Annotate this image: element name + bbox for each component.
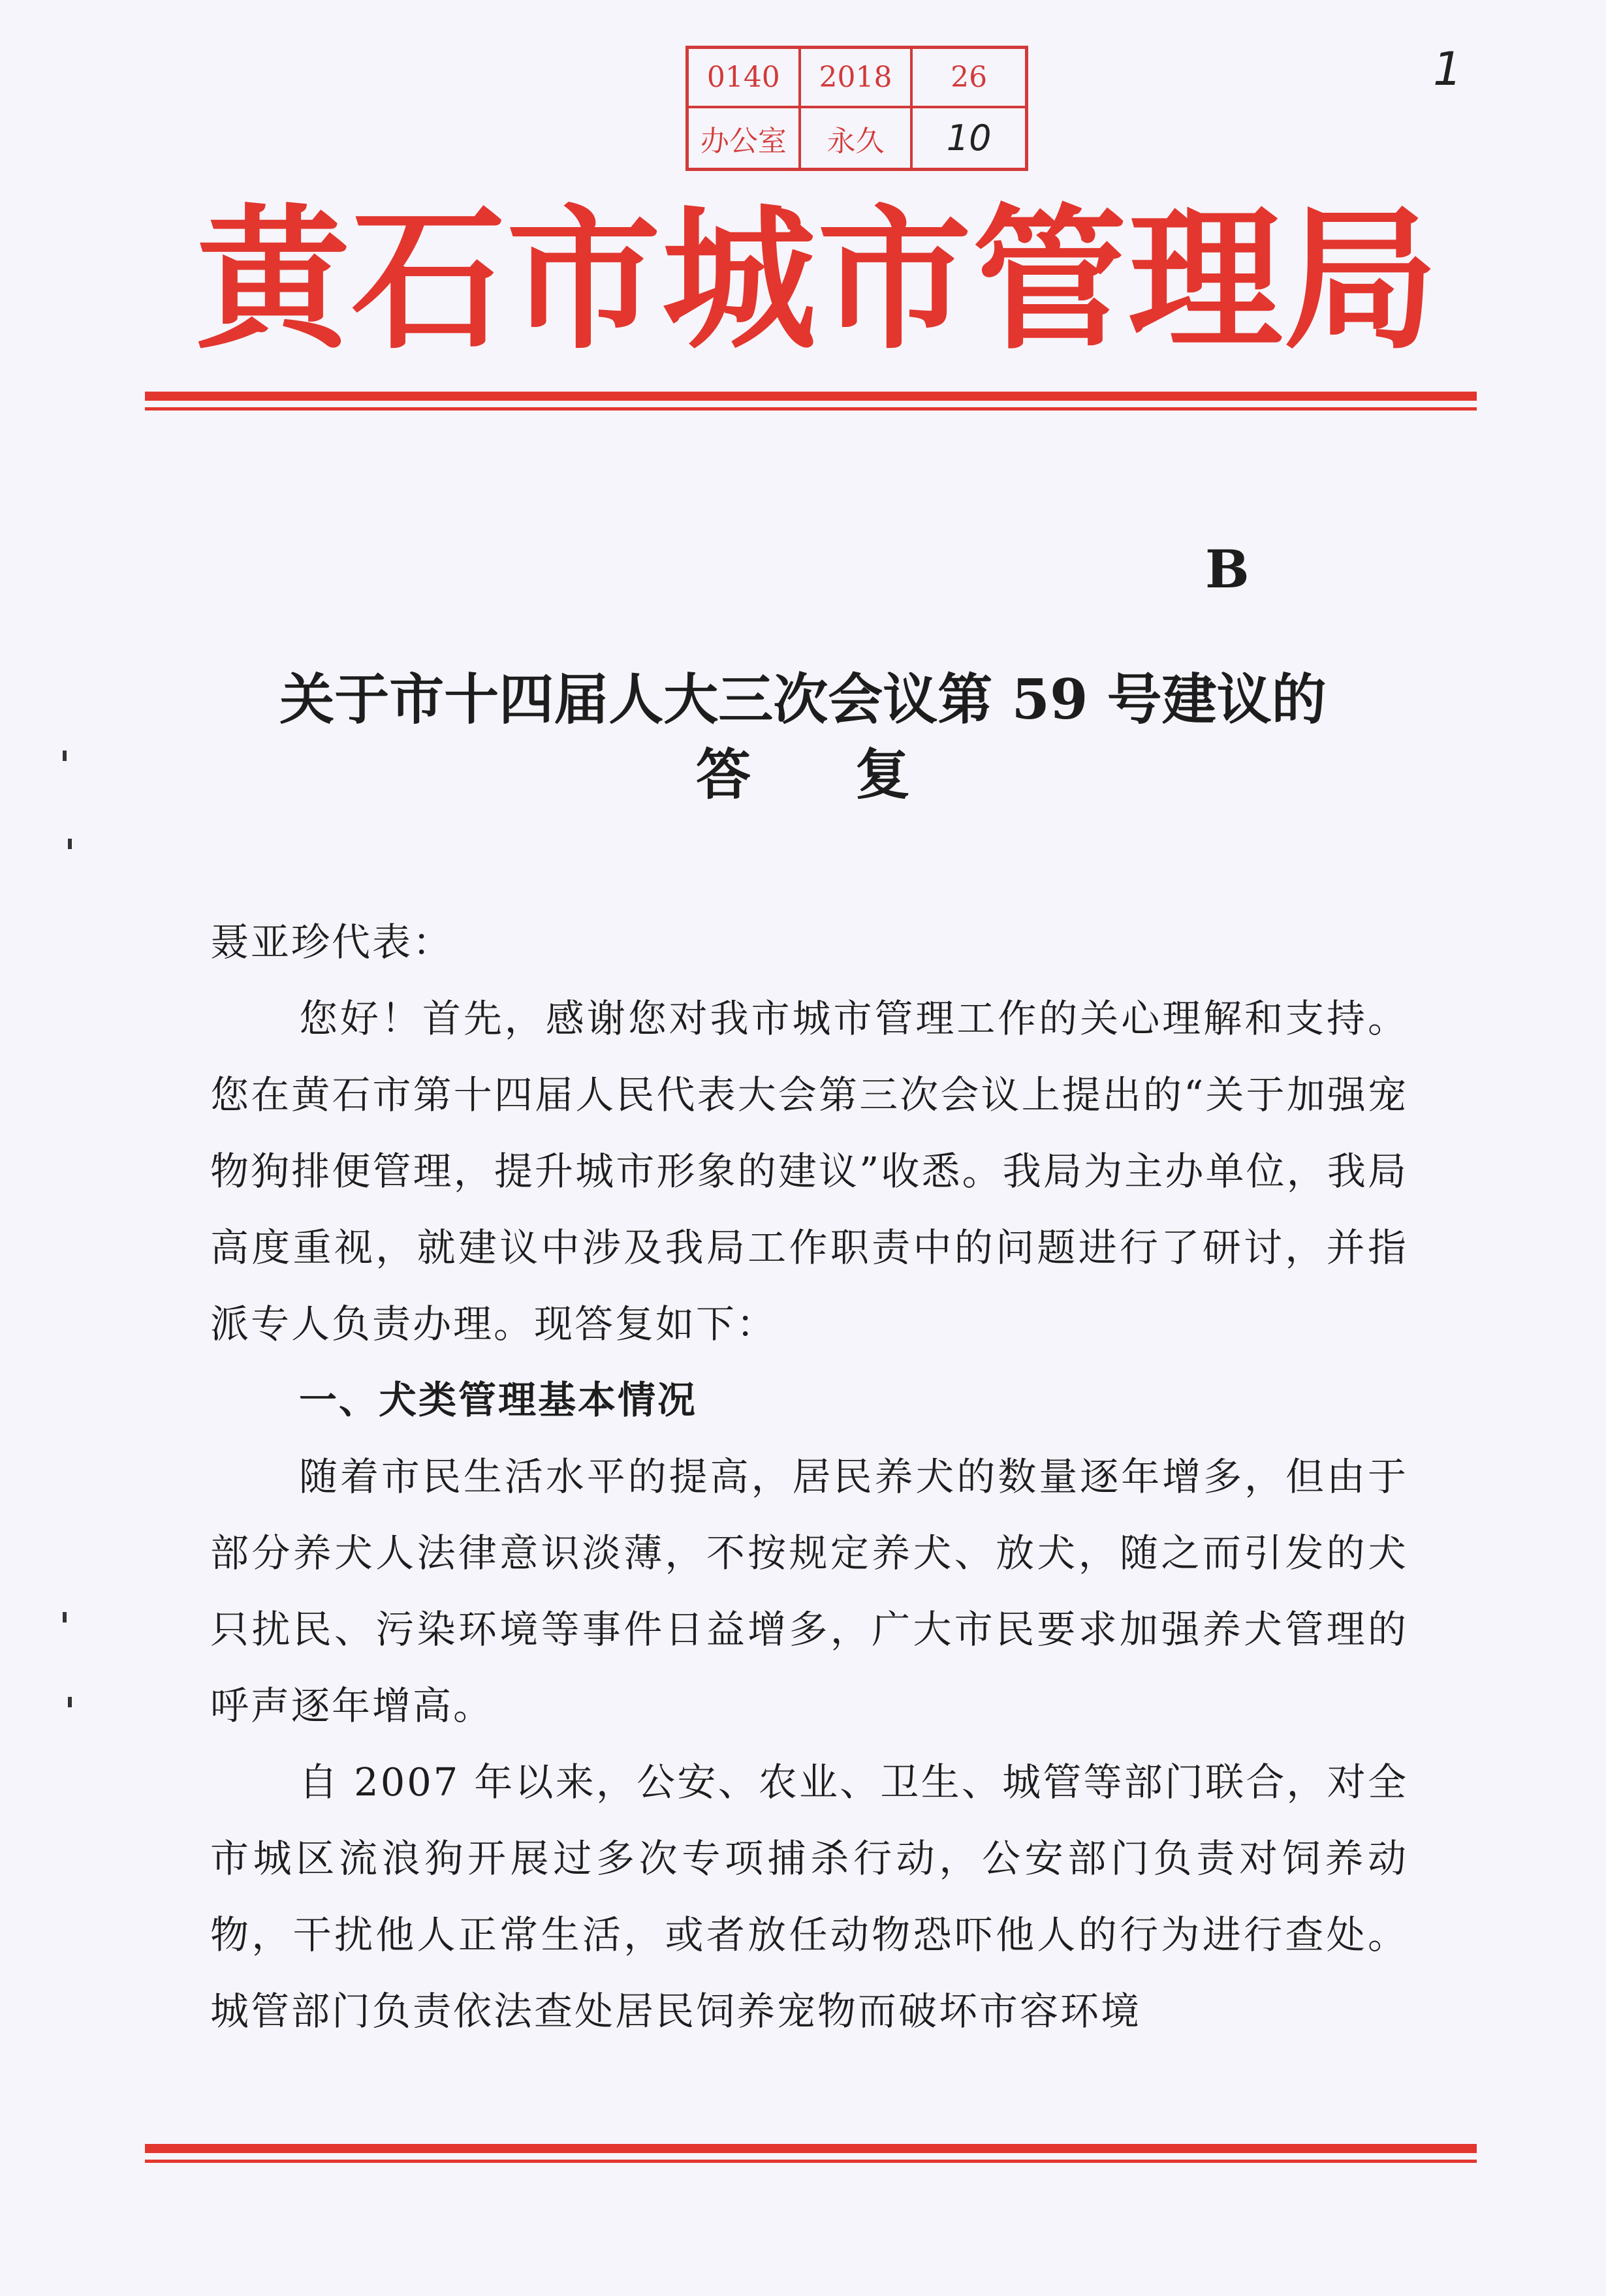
- document-mark: B: [1205, 538, 1250, 600]
- document-title-line-1: 关于市十四届人大三次会议第 59 号建议的: [279, 667, 1327, 732]
- stamp-fonds-number: 0140: [689, 49, 801, 108]
- document-title-line-2: 答复: [695, 742, 1015, 807]
- footer-rule-thin: [145, 2160, 1477, 2163]
- letterhead-rule-thick: [145, 392, 1477, 401]
- footer-rule-thick: [145, 2144, 1477, 2153]
- handwritten-page-number: 1: [1433, 42, 1462, 96]
- salutation: 聂亚珍代表：: [210, 920, 454, 965]
- scan-speck: [63, 751, 67, 761]
- letterhead-org-name: 黄石市城市管理局: [196, 191, 1440, 370]
- stamp-item-number: 10: [946, 117, 992, 159]
- stamp-year: 2018: [801, 49, 913, 108]
- stamp-department: 办公室: [689, 108, 801, 168]
- document-body: [210, 904, 1408, 2049]
- body-paragraph: 随着市民生活水平的提高，居民养犬的数量逐年增多，但由于部分养犬人法律意识淡薄，不按规定养犬、放犬，随之而引发的犬只扰民、污染环境等事件日益增多，广大市民要求加强养犬管理的呼声逐年增高。: [210, 1454, 1408, 1728]
- body-paragraph: 您好！首先，感谢您对我市城市管理工作的关心理解和支持。您在黄石市第十四届人民代表大会第三次会议上提出的“关于加强宠物狗排便管理，提升城市形象的建议”收悉。我局为主办单位，我局高度重视，就建议中涉及我局工作职责中的问题进行了研讨，并指派专人负责办理。现答复如下：: [210, 996, 1408, 1346]
- scan-speck: [68, 839, 72, 849]
- archive-stamp: [685, 46, 1028, 171]
- section-heading: 一、犬类管理基本情况: [299, 1378, 698, 1422]
- scan-speck: [63, 1612, 67, 1622]
- body-paragraph: 自 2007 年以来，公安、农业、卫生、城管等部门联合，对全市城区流浪狗开展过多次专项捕杀行动，公安部门负责对饲养动物，干扰他人正常生活，或者放任动物恐吓他人的行为进行查处。城管部门负责依法查处居民饲养宠物而破坏市容环境: [210, 1760, 1408, 2034]
- stamp-retention: 永久: [801, 108, 913, 168]
- letterhead-rule-thin: [145, 407, 1477, 411]
- stamp-box-number: 26: [913, 49, 1025, 108]
- scan-speck: [68, 1697, 72, 1707]
